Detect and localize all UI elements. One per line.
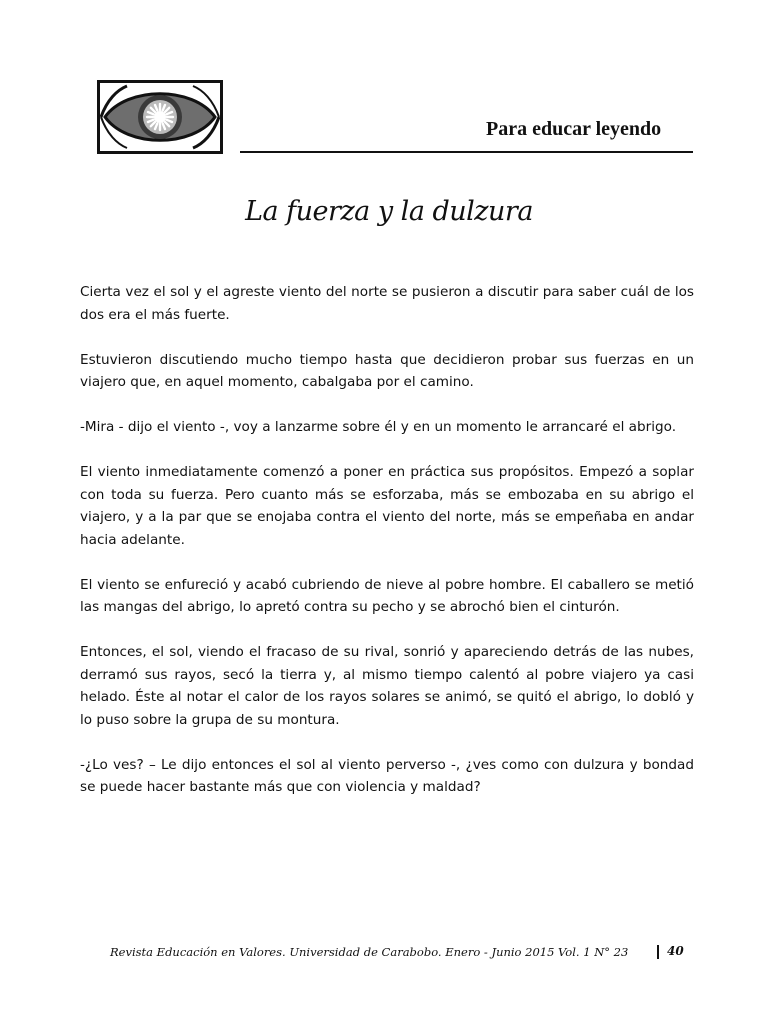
page-number: 40 bbox=[667, 944, 684, 958]
paragraph: Estuvieron discutiendo mucho tiempo hasta que decidieron probar sus fuerzas en un viajero que, en aquel momento, cabalgaba por el camino. bbox=[80, 351, 694, 390]
journal-citation: Revista Educación en Valores. Universidad de Carabobo. Enero - Junio 2015 Vol. 1 N° 23 bbox=[110, 945, 629, 959]
header-divider bbox=[240, 151, 693, 153]
footer-separator bbox=[657, 945, 659, 959]
paragraph: Entonces, el sol, viendo el fracaso de su rival, sonrió y apareciendo detrás de las nubes, derramó sus rayos, secó la tierra y, al mismo tiempo calentó al pobre viajero ya casi helado. Éste al notar el calor de los rayos solares se animó, se quitó el abrigo, lo dobló y lo puso sobre la grupa de su montura. bbox=[80, 644, 694, 728]
article-title: La fuerza y la dulzura bbox=[245, 196, 533, 227]
paragraph: Cierta vez el sol y el agreste viento del norte se pusieron a discutir para saber cuál de los dos era el más fuerte. bbox=[80, 284, 694, 323]
section-title: Para educar leyendo bbox=[486, 118, 662, 140]
paragraph: -Mira - dijo el viento -, voy a lanzarme sobre él y en un momento le arrancaré el abrigo. bbox=[80, 419, 677, 435]
paragraph: El viento inmediatamente comenzó a poner en práctica sus propósitos. Empezó a soplar con toda su fuerza. Pero cuanto más se esforzaba, más se embozaba en su abrigo el viajero, y a la par que se enojaba contra el viento del norte, más se empeñaba en andar hacia adelante. bbox=[80, 464, 694, 548]
eye-logo-icon bbox=[97, 80, 223, 154]
paragraph: -¿Lo ves? – Le dijo entonces el sol al viento perverso -, ¿ves como con dulzura y bondad se puede hacer bastante más que con violencia y maldad? bbox=[80, 756, 694, 795]
article-body bbox=[80, 281, 694, 821]
paragraph: El viento se enfureció y acabó cubriendo de nieve al pobre hombre. El caballero se metió las mangas del abrigo, lo apretó contra su pecho y se abrochó bien el cinturón. bbox=[80, 576, 694, 615]
